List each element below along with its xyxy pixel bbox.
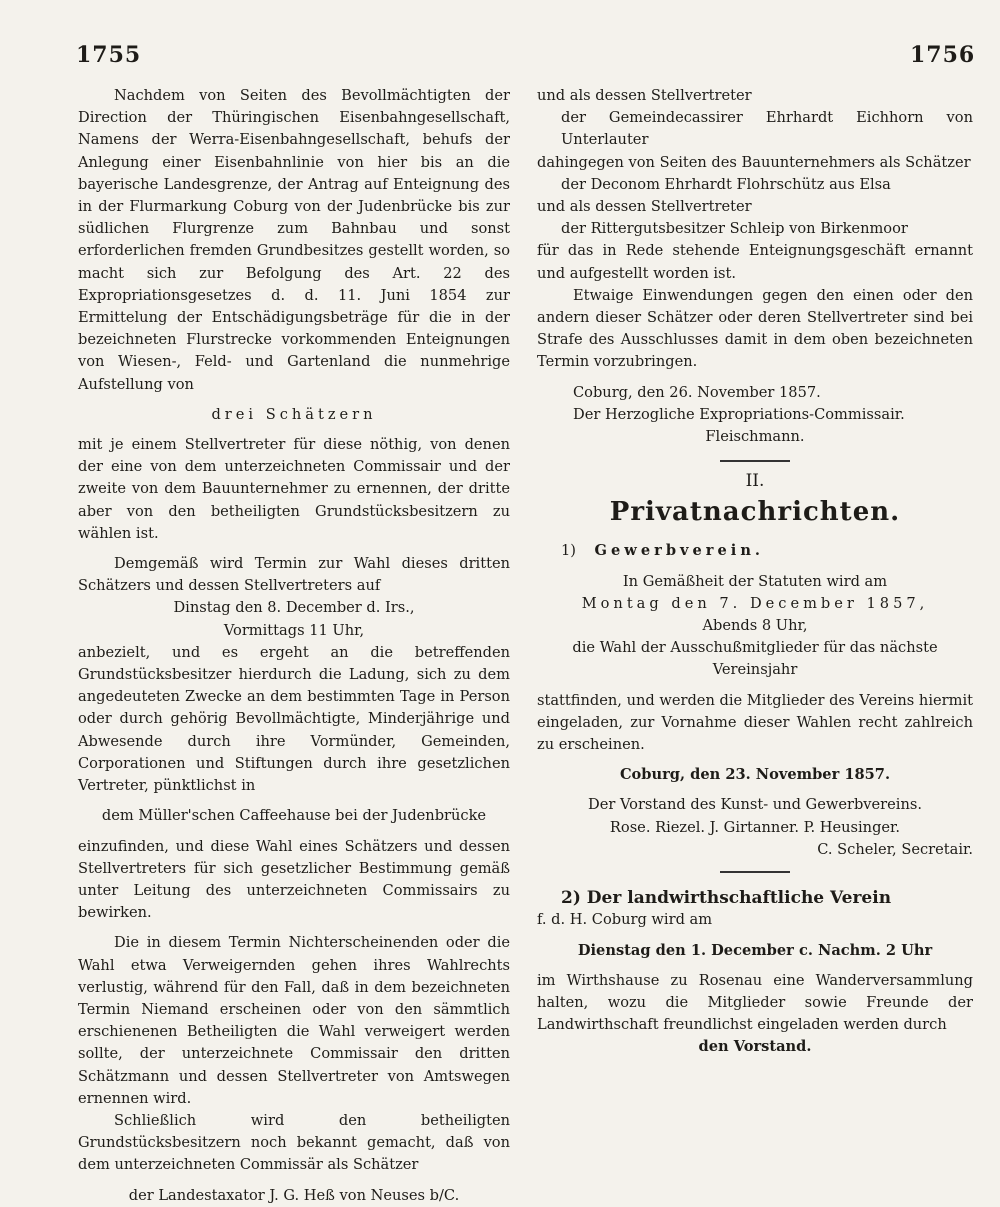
- item-divider: [720, 871, 790, 873]
- trade-union-title: Gewerbverein.: [594, 542, 765, 560]
- agricultural-society-title: Der landwirthschaftliche Verein: [586, 888, 892, 909]
- agricultural-society-subtitle: f. d. H. Coburg wird am: [537, 911, 713, 929]
- statutes-line: In Gemäßheit der Statuten wird am: [622, 572, 888, 590]
- appraiser-flohrschuetz: der Deconom Ehrhardt Flohrschütz aus Elsa: [561, 175, 891, 193]
- agricultural-date: Dienstag den 1. December c. Nachm. 2 Uhr: [577, 941, 933, 959]
- trade-union-heading: [537, 540, 973, 562]
- contractor-appraiser-label: dahingegen von Seiten des Bauunternehmers als Schätzer: [537, 153, 971, 171]
- section-title: Privatnachrichten.: [609, 497, 901, 528]
- appraiser-hess: der Landestaxator J. G. Heß von Neuses b/C.: [128, 1186, 460, 1204]
- right-column: [537, 85, 973, 1059]
- appraiser-explanation: mit je einem Stellvertreter für diese nöthig, von denen der eine von dem unterzeichneten Commissair und der zweite von dem Bauunternehmer zu ernennen, der dritte aber von den betheiligten Grundstücksbesitzern zu wählen ist.: [78, 436, 510, 542]
- left-column: [78, 85, 510, 1207]
- deputy-label-1: und als dessen Stellvertreter: [537, 87, 752, 104]
- agricultural-society-heading: [537, 887, 973, 909]
- objections-notice: Etwaige Einwendungen gegen den einen oder den andern dieser Schätzer oder deren Stellvertreter sind bei Strafe des Ausschlusses damit in dem oben bezeichneten Termin vorzubringen.: [537, 286, 973, 371]
- page-number-left: 1755: [76, 42, 142, 68]
- appointed-appraisers-intro: Schließlich wird den betheiligten Grundstücksbesitzern noch bekannt gemacht, daß von dem unterzeichneten Commissär als Schätzer: [78, 1111, 510, 1174]
- member-invitation: stattfinden, und werden die Mitglieder des Vereins hiermit eingeladen, zur Vornahme dieser Wahlen recht zahlreich zu erscheinen.: [537, 691, 973, 754]
- section-number: II.: [745, 471, 765, 492]
- appointment-statement: für das in Rede stehende Enteignungsgeschäft ernannt und aufgestellt worden ist.: [537, 242, 973, 282]
- board-title: Der Vorstand des Kunst- und Gewerbvereins.: [588, 796, 922, 814]
- election-date: Dinstag den 8. December d. Irs.,: [173, 599, 415, 617]
- agricultural-board: den Vorstand.: [698, 1038, 812, 1056]
- election-time: Vormittags 11 Uhr,: [223, 621, 365, 639]
- agricultural-invitation: im Wirthshause zu Rosenau eine Wanderversammlung halten, wozu die Mitglieder sowie Freunde der Landwirthschaft freundlichst eingeladen werden durch: [537, 971, 973, 1034]
- board-members: Rose. Riezel. J. Girtanner. P. Heusinger.: [609, 818, 901, 836]
- item-number-1: 1): [561, 542, 576, 560]
- absence-consequences: Die in diesem Termin Nichterscheinenden oder die Wahl etwa Verweigernden gehen ihres Wahlrechts verlustig, während für den Fall, daß in dem bezeichneten Termin Niemand erscheinen oder von den sämmtlich erschienenen Betheiligten die Wahl verweigert werden sollte, der unterzeichnete Commissair den dritten Schätzmann und dessen Stellvertreter von Amtswegen ernennen wird.: [78, 934, 510, 1107]
- section-divider: [720, 460, 790, 462]
- meeting-location: dem Müller'schen Caffeehause bei der Judenbrücke: [101, 807, 487, 825]
- election-instructions: einzufinden, und diese Wahl eines Schätzers und dessen Stellvertreters für sich gesetzlicher Bestimmung gemäß unter Leitung des unterzeichneten Commissairs zu bewirken.: [78, 837, 510, 922]
- dateline-expropriation: Coburg, den 26. November 1857.: [573, 383, 821, 401]
- commissioner-name: Fleischmann.: [705, 428, 805, 446]
- commissioner-title: Der Herzogliche Expropriations-Commissair.: [573, 405, 905, 423]
- committee-election: die Wahl der Ausschußmitglieder für das nächste Vereinsjahr: [572, 639, 938, 679]
- deputy-schleip: der Rittergutsbesitzer Schleip von Birkenmoor: [561, 220, 908, 238]
- election-appointment: Demgemäß wird Termin zur Wahl dieses dritten Schätzers und dessen Stellvertreters auf: [78, 555, 510, 595]
- trade-union-time: Abends 8 Uhr,: [702, 617, 808, 635]
- dateline-trade-union: Coburg, den 23. November 1857.: [619, 766, 891, 784]
- item-number-2: 2): [561, 888, 581, 909]
- deputy-eichhorn: der Gemeindecassirer Ehrhardt Eichhorn von Unterlauter: [561, 109, 973, 149]
- summons-text: anbezielt, und es ergeht an die betreffenden Grundstücksbesitzer hierdurch die Ladung, sich zu dem angedeuteten Zwecke an dem bestimmten Tage in Person oder durch gehörig Bevollmächtigte, Minderjährige und Abwesende durch ihre Vormünder, Gemeinden, Corporationen und Stiftungen durch ihre gesetzlichen Vertreter, pünktlichst in: [78, 643, 510, 795]
- three-appraisers-heading: drei Schätzern: [211, 405, 377, 423]
- deputy-label-2: und als dessen Stellvertreter: [537, 198, 752, 216]
- trade-union-date: Montag den 7. December 1857,: [581, 594, 929, 612]
- page-number-right: 1756: [910, 42, 976, 68]
- secretary-name: C. Scheler, Secretair.: [817, 840, 973, 858]
- expropriation-intro: Nachdem von Seiten des Bevollmächtigten der Direction der Thüringischen Eisenbahngesellschaft, Namens der Werra-Eisenbahngesellschaft, behufs der Anlegung einer Eisenbahnlinie von hier bis an die bayerische Landesgrenze, der Antrag auf Enteignung des in der Flurmarkung Coburg von der Judenbrücke bis zur südlichen Flurgrenze zum Bahnbau und sonst erforderlichen fremden Grundbesitzes gestellt worden, so macht sich zur Befolgung des Art. 22 des Expropriationsgesetzes d. d. 11. Juni 1854 zur Ermittelung der Entschädigungsbeträge für die in der bezeichneten Flurstrecke vorkommenden Enteignungen von Wiesen-, Feld- und Gartenland die nunmehrige Aufstellung von: [78, 87, 510, 393]
